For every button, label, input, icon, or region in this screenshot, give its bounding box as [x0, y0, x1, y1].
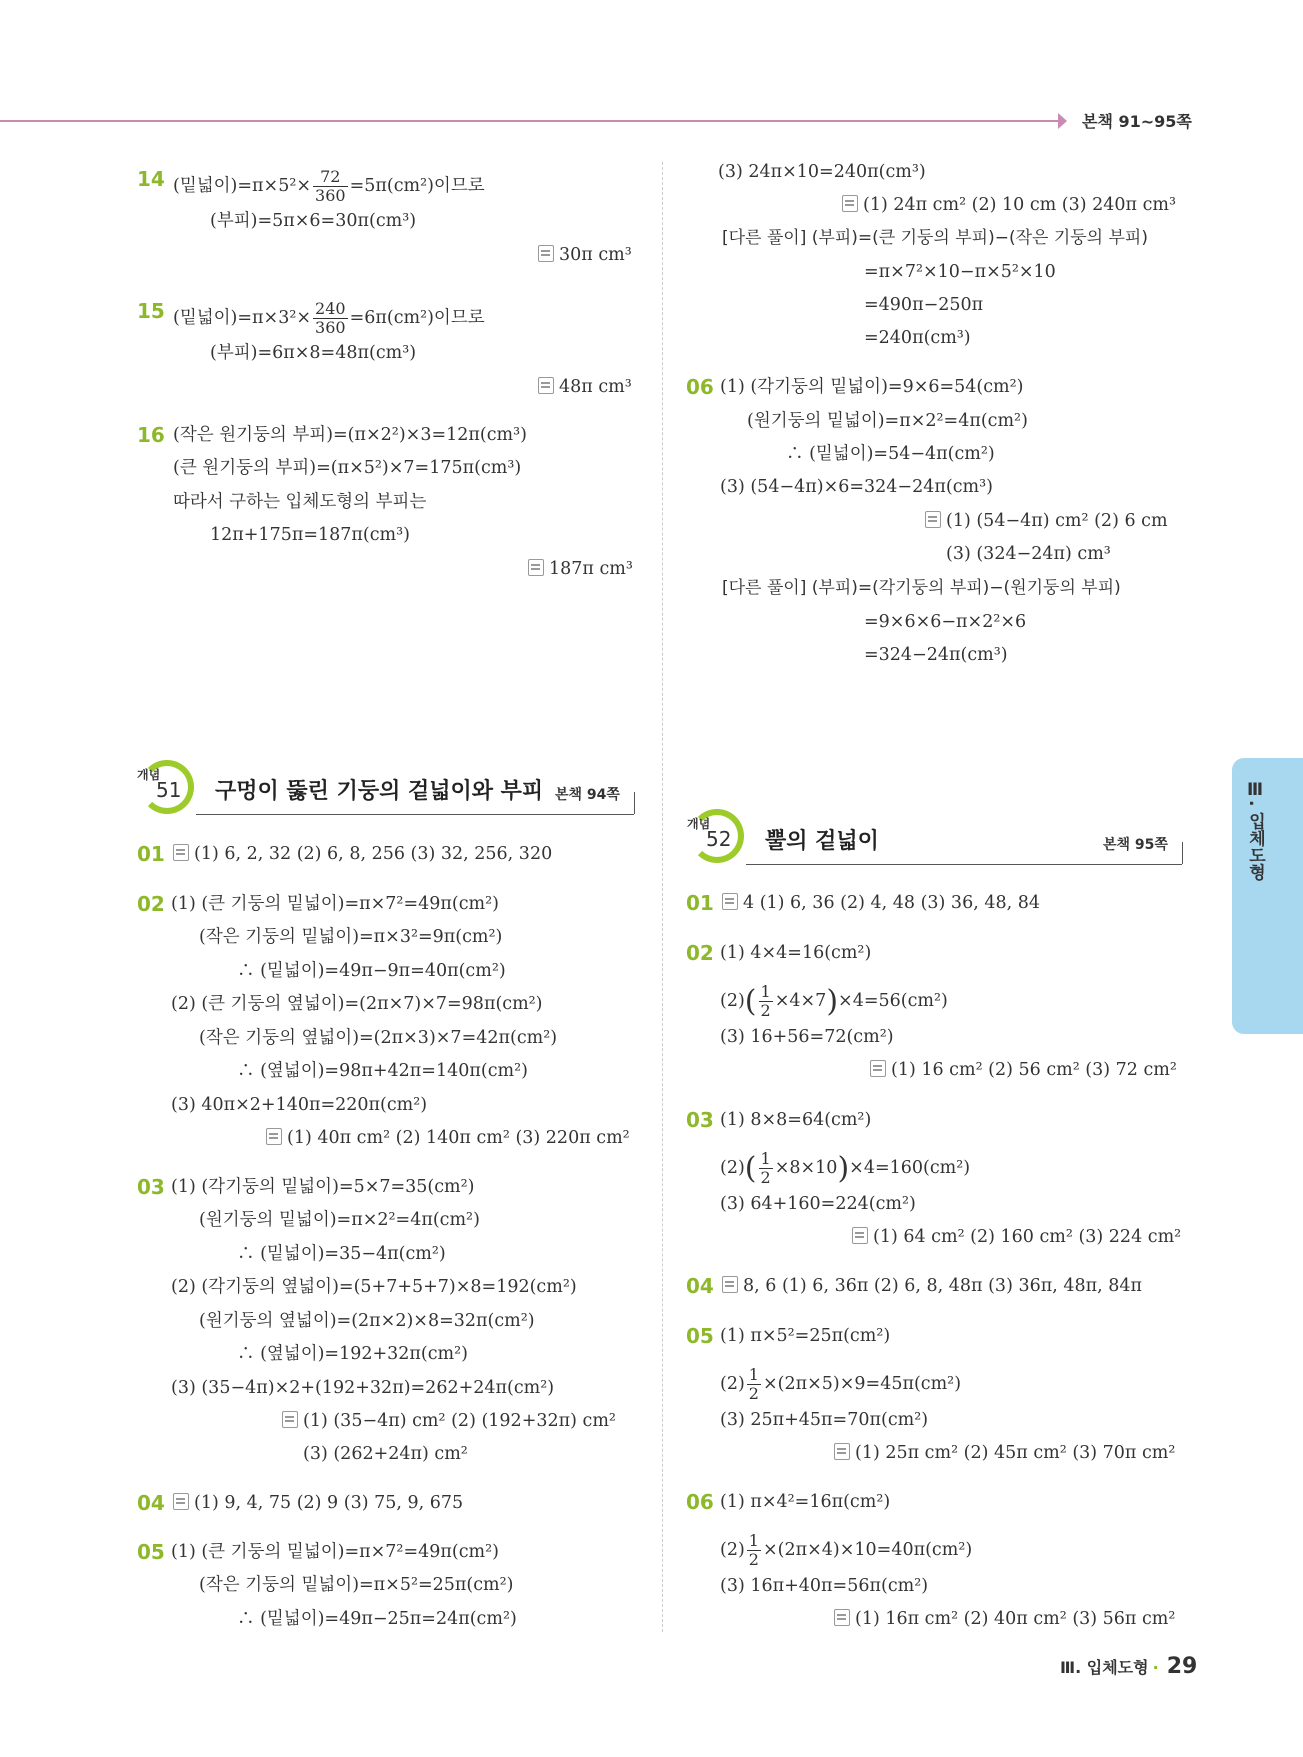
- problem-number: 06: [686, 1490, 714, 1514]
- answer-icon: [538, 377, 554, 394]
- alt-solution-line: =π×7²×10−π×5²×10: [864, 262, 1056, 282]
- solution-line: (1) π×4²=16π(cm²): [720, 1492, 891, 1512]
- solution-line: (작은 기둥의 옆넓이)=(2π×3)×7=42π(cm²): [199, 1028, 558, 1048]
- answer-icon: [722, 893, 738, 910]
- alt-solution-line: [다른 풀이] (부피)=(각기둥의 부피)−(원기둥의 부피): [722, 578, 1121, 598]
- fraction: $\frac{240}{360}$: [315, 299, 346, 337]
- solution-line: (작은 기둥의 밑넓이)=π×5²=25π(cm²): [199, 1575, 514, 1595]
- page-number: 29: [1166, 1654, 1198, 1679]
- problem-number: 03: [137, 1175, 165, 1199]
- solution-line: (1) (각기둥의 밑넓이)=9×6=54(cm²): [720, 377, 1024, 397]
- answer-icon: [266, 1128, 282, 1145]
- alt-solution-line: =490π−250π: [864, 295, 984, 315]
- problem-number: 01: [137, 842, 165, 866]
- solution-line: 따라서 구하는 입체도형의 부피는: [173, 492, 427, 512]
- solution-line: ∴ (밑넓이)=49π−25π=24π(cm²): [237, 1609, 517, 1629]
- answer-line: (1) 16π cm² (2) 40π cm² (3) 56π cm²: [834, 1608, 1175, 1630]
- solution-line: (부피)=5π×6=30π(cm³): [210, 211, 417, 231]
- solution-line: (원기둥의 밑넓이)=π×2²=4π(cm²): [199, 1210, 480, 1230]
- header-rule: [0, 120, 1060, 122]
- section-page-ref: 본책 94쪽: [555, 787, 620, 803]
- answer-line: 187π cm³: [528, 558, 633, 580]
- answer-line: (1) (54−4π) cm² (2) 6 cm: [925, 510, 1168, 532]
- column-divider: [662, 162, 663, 1632]
- answer-icon: [538, 245, 554, 262]
- solution-line: (원기둥의 옆넓이)=(2π×2)×8=32π(cm²): [199, 1311, 535, 1331]
- alt-solution-line: [다른 풀이] (부피)=(큰 기둥의 부피)−(작은 기둥의 부피): [722, 228, 1148, 248]
- problem-number: 01: [686, 891, 714, 915]
- solution-line: ∴ (밑넓이)=49π−9π=40π(cm²): [237, 961, 506, 981]
- section-title: 구멍이 뚫린 기둥의 겉넓이와 부피: [215, 779, 544, 804]
- answer-line: 30π cm³: [538, 244, 632, 266]
- solution-line: (작은 기둥의 밑넓이)=π×3²=9π(cm²): [199, 927, 503, 947]
- page-reference: 본책 91~95쪽: [1082, 112, 1192, 131]
- section-underline-cap: [1182, 842, 1183, 864]
- page-footer: [1060, 1654, 1197, 1679]
- footer-separator: ·: [1152, 1658, 1159, 1677]
- answer-icon: [834, 1443, 850, 1460]
- answer-line: (3) (324−24π) cm³: [946, 544, 1111, 564]
- solution-line: (1) (큰 기둥의 밑넓이)=π×7²=49π(cm²): [171, 1542, 499, 1562]
- concept-number: 51: [156, 778, 182, 802]
- problem-number: 16: [137, 423, 165, 447]
- solution-line: (1) 8×8=64(cm²): [720, 1110, 872, 1130]
- answer-line: (1) 64 cm² (2) 160 cm² (3) 224 cm²: [852, 1226, 1181, 1248]
- answer-line: (1) 6, 2, 32 (2) 6, 8, 256 (3) 32, 256, 320: [173, 843, 552, 865]
- fraction: $\frac{1}{2}$: [760, 1149, 771, 1187]
- solution-line: (밑넓이)=π×3²× $\frac{240}{360}$ =6π(cm²)이므로: [173, 299, 485, 337]
- answer-line: (1) 24π cm² (2) 10 cm (3) 240π cm³: [842, 194, 1176, 216]
- problem-number: 03: [686, 1108, 714, 1132]
- solution-line: (2) (큰 기둥의 옆넓이)=(2π×7)×7=98π(cm²): [171, 994, 543, 1014]
- answer-icon: [834, 1609, 850, 1626]
- solution-line: (1) (큰 기둥의 밑넓이)=π×7²=49π(cm²): [171, 894, 499, 914]
- answer-line: 4 (1) 6, 36 (2) 4, 48 (3) 36, 48, 84: [722, 892, 1040, 914]
- answer-icon: [528, 559, 544, 576]
- section-underline: [196, 814, 634, 815]
- concept-label: 개념: [137, 768, 161, 782]
- solution-line: ∴ (옆넓이)=98π+42π=140π(cm²): [237, 1061, 528, 1081]
- solution-line: (3) 16π+40π=56π(cm²): [720, 1576, 929, 1596]
- problem-number: 14: [137, 167, 165, 191]
- solution-line: (2) $\frac{1}{2}$ ×(2π×4)×10=40π(cm²): [720, 1531, 973, 1569]
- solution-line: (밑넓이)=π×5²× $\frac{72}{360}$ =5π(cm²)이므로: [173, 167, 485, 205]
- alt-solution-line: =324−24π(cm³): [864, 645, 1008, 665]
- solution-line: (2)( $\frac{1}{2}$ ×8×10)×4=160(cm²): [720, 1149, 971, 1187]
- alt-solution-line: =9×6×6−π×2²×6: [864, 612, 1027, 632]
- solution-line: (부피)=6π×8=48π(cm³): [210, 343, 417, 363]
- section-underline-cap: [634, 792, 635, 814]
- section-page-ref: 본책 95쪽: [1103, 837, 1168, 853]
- header-arrow-icon: [1058, 113, 1067, 129]
- solution-line: (3) 25π+45π=70π(cm²): [720, 1410, 929, 1430]
- problem-number: 05: [686, 1324, 714, 1348]
- problem-number: 02: [137, 892, 165, 916]
- problem-number: 05: [137, 1540, 165, 1564]
- problem-number: 15: [137, 299, 165, 323]
- solution-line: (3) (35−4π)×2+(192+32π)=262+24π(cm²): [171, 1378, 555, 1398]
- answer-icon: [173, 844, 189, 861]
- answer-icon: [852, 1227, 868, 1244]
- solution-line: ∴ (옆넓이)=192+32π(cm²): [237, 1344, 468, 1364]
- answer-icon: [722, 1276, 738, 1293]
- solution-line: (3) 40π×2+140π=220π(cm²): [171, 1095, 428, 1115]
- section-underline: [746, 864, 1182, 865]
- fraction: $\frac{1}{2}$: [760, 982, 771, 1020]
- problem-number: 02: [686, 941, 714, 965]
- answer-icon: [870, 1060, 886, 1077]
- answer-icon: [925, 511, 941, 528]
- fraction: $\frac{1}{2}$: [748, 1531, 759, 1569]
- solution-line: (3) (54−4π)×6=324−24π(cm³): [720, 477, 993, 497]
- solution-line: (3) 24π×10=240π(cm³): [718, 162, 926, 182]
- footer-chapter: Ⅲ. 입체도형: [1060, 1658, 1149, 1677]
- solution-line: (3) 64+160=224(cm²): [720, 1194, 916, 1214]
- solution-line: 12π+175π=187π(cm³): [210, 525, 410, 545]
- chapter-side-tab-label: Ⅲ. 입체도형: [1245, 780, 1265, 881]
- answer-line: 48π cm³: [538, 376, 632, 398]
- solution-line: (작은 원기둥의 부피)=(π×2²)×3=12π(cm³): [173, 425, 527, 445]
- solution-line: (2)( $\frac{1}{2}$ ×4×7)×4=56(cm²): [720, 982, 948, 1020]
- solution-line: (원기둥의 밑넓이)=π×2²=4π(cm²): [747, 411, 1028, 431]
- problem-number: 04: [137, 1491, 165, 1515]
- solution-line: ∴ (밑넓이)=54−4π(cm²): [786, 444, 995, 464]
- answer-line: (3) (262+24π) cm²: [303, 1444, 468, 1464]
- concept-label: 개념: [687, 817, 711, 831]
- answer-line: (1) 16 cm² (2) 56 cm² (3) 72 cm²: [870, 1059, 1177, 1081]
- answer-icon: [173, 1493, 189, 1510]
- solution-line: (1) 4×4=16(cm²): [720, 943, 872, 963]
- solution-line: (2) $\frac{1}{2}$ ×(2π×5)×9=45π(cm²): [720, 1365, 962, 1403]
- answer-line: 8, 6 (1) 6, 36π (2) 6, 8, 48π (3) 36π, 48π, 84π: [722, 1275, 1142, 1297]
- fraction: $\frac{1}{2}$: [748, 1365, 759, 1403]
- solution-line: ∴ (밑넓이)=35−4π(cm²): [237, 1244, 446, 1264]
- alt-solution-line: =240π(cm³): [864, 328, 971, 348]
- solution-line: (3) 16+56=72(cm²): [720, 1027, 894, 1047]
- solution-line: (큰 원기둥의 부피)=(π×5²)×7=175π(cm³): [173, 458, 522, 478]
- solution-line: (1) (각기둥의 밑넓이)=5×7=35(cm²): [171, 1177, 475, 1197]
- solution-line: (2) (각기둥의 옆넓이)=(5+7+5+7)×8=192(cm²): [171, 1277, 577, 1297]
- problem-number: 06: [686, 375, 714, 399]
- answer-line: (1) (35−4π) cm² (2) (192+32π) cm²: [282, 1410, 616, 1432]
- answer-icon: [842, 195, 858, 212]
- answer-line: (1) 9, 4, 75 (2) 9 (3) 75, 9, 675: [173, 1492, 463, 1514]
- section-title: 뿔의 겉넓이: [765, 829, 879, 854]
- answer-line: (1) 40π cm² (2) 140π cm² (3) 220π cm²: [266, 1127, 630, 1149]
- concept-number: 52: [706, 827, 732, 851]
- problem-number: 04: [686, 1274, 714, 1298]
- fraction: $\frac{72}{360}$: [315, 167, 346, 205]
- answer-icon: [282, 1411, 298, 1428]
- solution-line: (1) π×5²=25π(cm²): [720, 1326, 891, 1346]
- answer-line: (1) 25π cm² (2) 45π cm² (3) 70π cm²: [834, 1442, 1175, 1464]
